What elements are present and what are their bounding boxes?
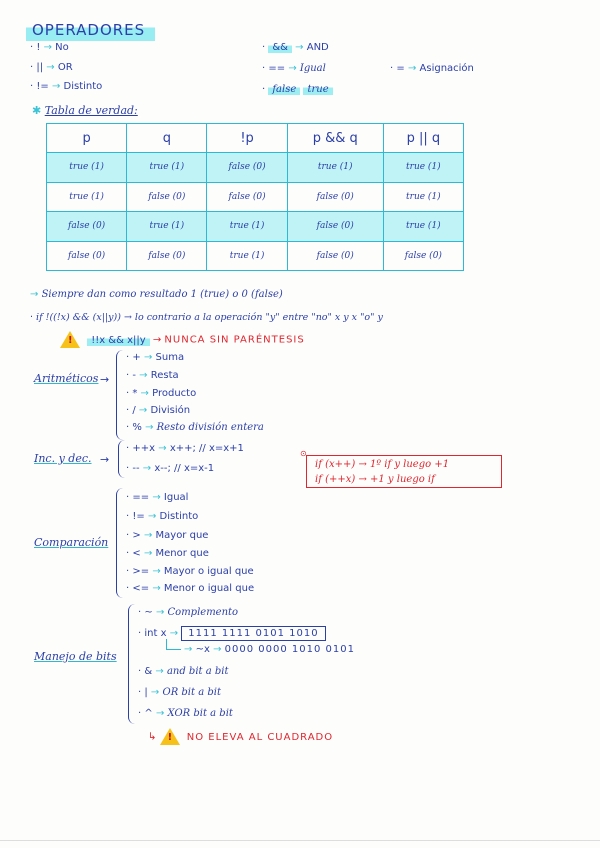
arrow-icon: → (407, 63, 417, 74)
asterisk-icon: ✱ (32, 104, 42, 117)
column-header: p && q (287, 124, 383, 153)
table-cell: true (1) (47, 182, 127, 212)
table-header-row (47, 124, 464, 153)
bit-pattern-box: 1111 1111 0101 1010 (181, 626, 325, 641)
list-item: · ++x → x++; // x=x+1 (126, 443, 244, 454)
op-label: Igual (299, 63, 326, 74)
table-row (47, 241, 464, 271)
list-item: · < → Menor que (126, 548, 209, 559)
arrow-icon: → (30, 289, 39, 300)
list-item: · != → Distinto (126, 511, 199, 522)
list-item: · <= → Menor o igual que (126, 583, 255, 594)
list-item: · | → OR bit a bit (138, 687, 221, 698)
op-label: Distinto (63, 81, 103, 92)
op-bool-values: · false true (262, 84, 333, 95)
table-cell: true (1) (207, 241, 287, 271)
table-cell: false (0) (47, 241, 127, 271)
section-label-aritmeticos: Aritméticos (34, 372, 99, 385)
list-item: · ^ → XOR bit a bit (138, 708, 233, 719)
op-label: No (55, 42, 69, 53)
arrow-icon: → (51, 81, 61, 92)
warning-parentheses (60, 331, 305, 348)
list-item: · >= → Mayor o igual que (126, 566, 254, 577)
column-header: p (47, 124, 127, 153)
list-item: · % → Resto división entera (126, 422, 264, 433)
list-item: · - → Resta (126, 370, 179, 381)
arrow-icon: → (43, 42, 52, 53)
op-distinct: · != → Distinto (30, 81, 103, 92)
truth-table (46, 123, 464, 271)
brace (116, 488, 123, 598)
list-item: · ~ → Complemento (138, 607, 239, 618)
op-label: true (303, 84, 332, 95)
list-item: · + → Suma (126, 352, 185, 363)
op-symbol: = (396, 63, 405, 74)
table-cell: false (0) (287, 212, 383, 242)
table-cell: true (1) (383, 182, 463, 212)
op-or: · || → OR (30, 62, 73, 73)
op-symbol: != (36, 81, 49, 92)
table-cell: false (0) (47, 212, 127, 242)
brace (128, 604, 135, 724)
op-and: · && → AND (262, 42, 329, 53)
note-box-increment (306, 455, 502, 488)
table-cell: true (1) (383, 153, 463, 183)
page-footer-line (0, 840, 600, 841)
table-cell: false (0) (127, 241, 207, 271)
warning-text: NUNCA SIN PARÉNTESIS (164, 334, 305, 346)
list-item: → ~x → 0000 0000 1010 0101 (184, 644, 355, 655)
arrow-icon: → (295, 42, 304, 53)
op-symbol: || (36, 62, 44, 73)
table-cell: false (0) (207, 153, 287, 183)
table-cell: false (0) (287, 241, 383, 271)
arrow-icon: → (100, 453, 110, 466)
column-header: !p (207, 124, 287, 153)
op-equal: · == → Igual (262, 63, 326, 74)
list-item: · -- → x--; // x=x-1 (126, 463, 215, 474)
op-not: · ! → No (30, 42, 69, 53)
table-row (47, 212, 464, 242)
table-cell: true (1) (383, 212, 463, 242)
warning-icon (160, 728, 180, 745)
list-item: · * → Producto (126, 388, 197, 399)
op-assign: · = → Asignación (390, 63, 474, 74)
section-label-comparacion: Comparación (34, 536, 109, 549)
op-label: Asignación (419, 63, 474, 74)
warning-icon (60, 331, 80, 348)
arrow-icon: → (46, 62, 55, 73)
note-result: → Siempre dan como resultado 1 (true) o 0 (false) (30, 289, 283, 300)
table-row (47, 153, 464, 183)
warning-text: NO ELEVA AL CUADRADO (186, 731, 334, 743)
column-header: p || q (383, 124, 463, 153)
info-icon: ⊙ (300, 449, 307, 458)
brace (118, 440, 125, 478)
table-cell: true (1) (127, 153, 207, 183)
arrow-icon: ↳ (148, 731, 157, 743)
table-cell: false (0) (383, 241, 463, 271)
list-item: · == → Igual (126, 492, 189, 503)
note-line: if (x++) → 1º if y luego +1 (315, 459, 450, 470)
connector-line (166, 639, 181, 650)
table-cell: false (0) (127, 182, 207, 212)
list-item: · / → División (126, 405, 191, 416)
list-item: · > → Mayor que (126, 530, 209, 541)
arrow-icon: → (288, 63, 297, 74)
table-cell: true (1) (207, 212, 287, 242)
table-cell: false (0) (207, 182, 287, 212)
column-header: q (127, 124, 207, 153)
section-label-manejo-bits: Manejo de bits (34, 650, 117, 663)
op-symbol: ! (36, 42, 41, 53)
op-label: OR (57, 62, 73, 73)
note-negation: · if !((!x) && (x||y)) → lo contrario a la operación "y" entre "no" x y x "o" y (30, 312, 383, 323)
page-title: OPERADORES (26, 20, 155, 41)
brace (116, 350, 123, 440)
warning-xor (148, 728, 333, 745)
list-item: · & → and bit a bit (138, 666, 229, 677)
op-label: AND (306, 42, 329, 53)
warning-expression: !!x && x||y (87, 335, 149, 346)
truth-table-title: ✱ Tabla de verdad: (32, 104, 138, 117)
list-item: · int x → 1111 1111 0101 1010 (138, 628, 326, 639)
op-symbol: == (268, 63, 286, 74)
table-cell: true (1) (127, 212, 207, 242)
op-symbol: false (268, 84, 300, 95)
table-cell: false (0) (287, 182, 383, 212)
section-label-incdec: Inc. y dec. (34, 452, 92, 465)
arrow-icon: → (100, 373, 110, 386)
table-cell: true (1) (47, 153, 127, 183)
op-symbol: && (268, 42, 292, 53)
table-row (47, 182, 464, 212)
arrow-icon: → (152, 334, 162, 346)
note-line: if (++x) → +1 y luego if (315, 474, 435, 485)
table-cell: true (1) (287, 153, 383, 183)
